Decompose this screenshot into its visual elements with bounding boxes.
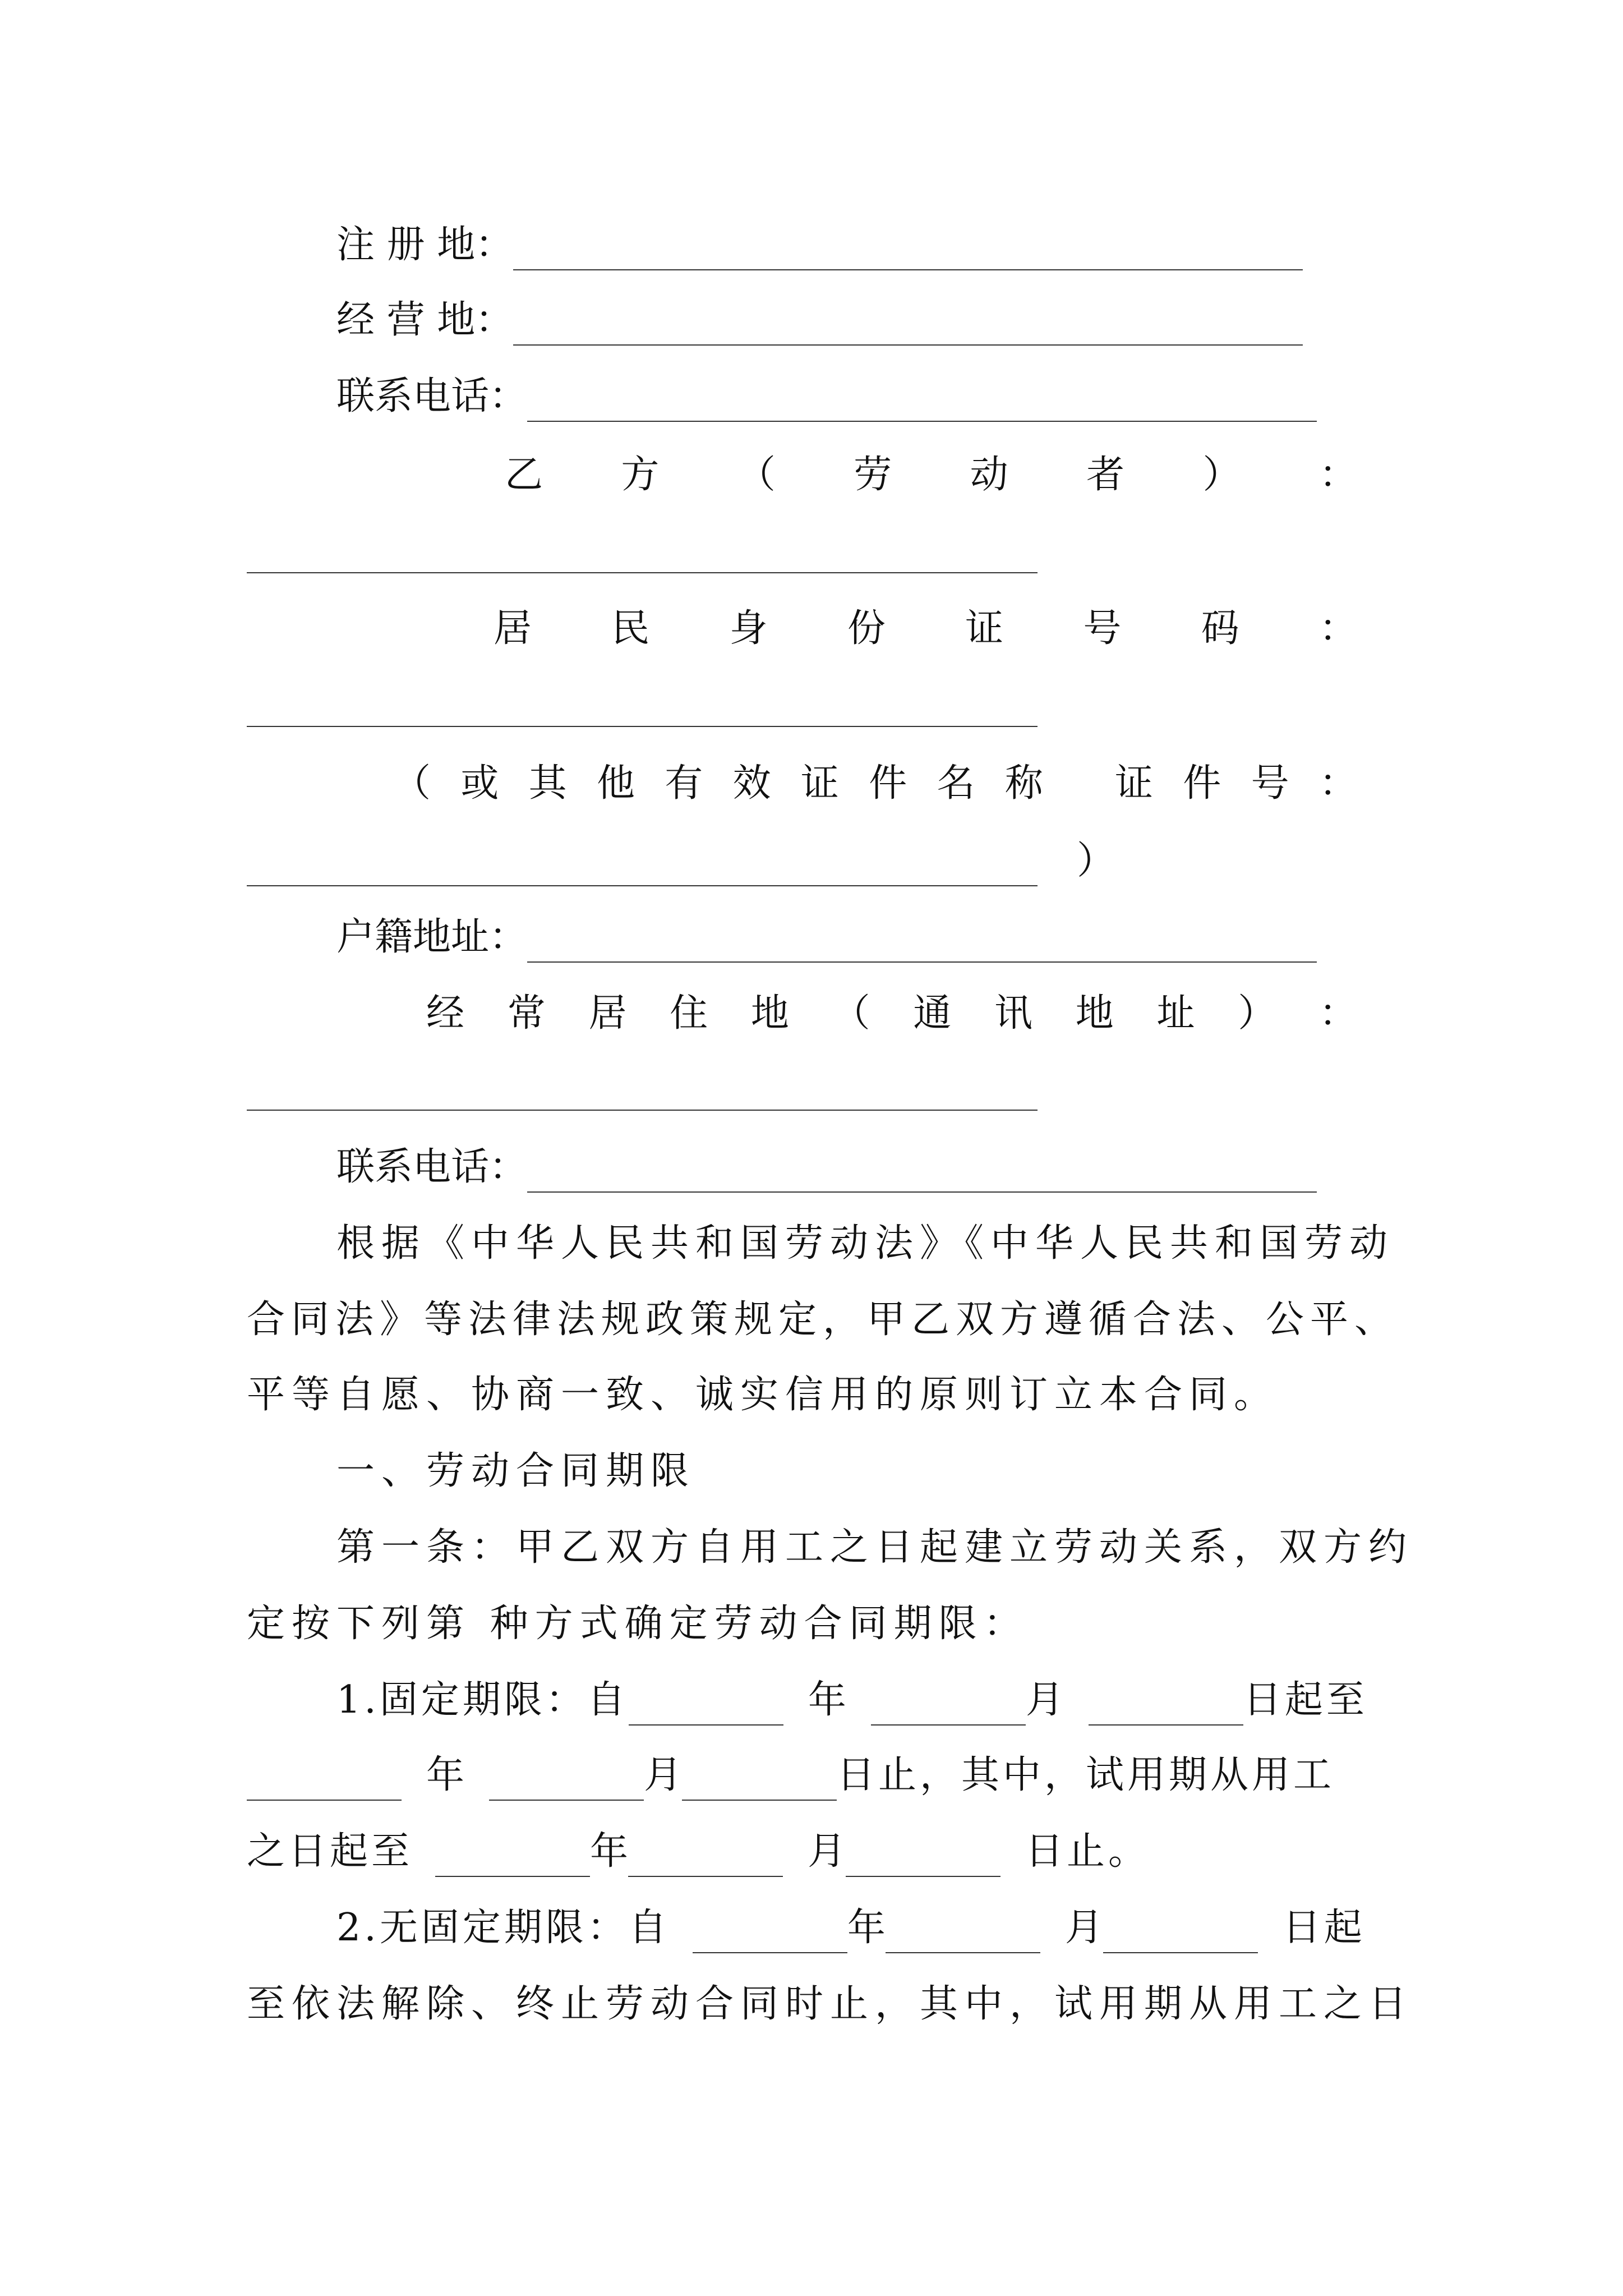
other-id-close: ） (1077, 839, 1115, 883)
open-start-day-field[interactable] (1103, 1913, 1258, 1953)
business-address-row (336, 295, 1402, 346)
fixed-term-line-1: 1.固定期限：自 年 月 日起至 (336, 1675, 1481, 1726)
fixed-term-line-2: 年 月 日止，其中，试用期从用工 (247, 1750, 1391, 1801)
party-b-label: 乙 方 （ 劳 动 者 ） ： (505, 453, 1357, 497)
registered-address-row (336, 220, 1402, 270)
party-a-phone-label: 联系电话： (336, 374, 528, 418)
probation-end-year-field[interactable] (435, 1837, 590, 1877)
fixed-term-prefix: 1.固定期限：自 (336, 1678, 629, 1722)
fixed-end-day-field[interactable] (682, 1760, 837, 1801)
intro-line-1: 根据《中华人民共和国劳动法》《中华人民共和国劳动 (336, 1221, 1395, 1266)
fixed-start-month-field[interactable] (871, 1685, 1026, 1726)
fixed-term-line-3: 之日起至 年 月 日止。 (247, 1826, 1391, 1877)
residence-field[interactable] (247, 1070, 1038, 1111)
party-b-name-field[interactable] (247, 533, 1038, 573)
party-b-phone-row (336, 1142, 1402, 1193)
open-start-year-field[interactable] (693, 1913, 847, 1953)
registered-address-field[interactable] (513, 230, 1303, 270)
intro-line-2: 合同法》等法律法规政策规定，甲乙双方遵循合法、公平、 (247, 1297, 1399, 1342)
article-1-line-2: 定按下列第 种方式确定劳动合同期限： (247, 1602, 1029, 1646)
fixed-start-year-field[interactable] (629, 1685, 783, 1726)
probation-end-month-field[interactable] (628, 1837, 783, 1877)
registered-address-label: 注 册 地： (336, 223, 514, 267)
other-id-row (247, 836, 1391, 886)
household-address-field[interactable] (527, 922, 1317, 963)
other-id-label: （ 或 其 他 有 效 证 件 名 称 证 件 号 ： (393, 761, 1357, 806)
fixed-end-year-field[interactable] (247, 1760, 402, 1801)
open-start-month-field[interactable] (886, 1913, 1040, 1953)
fixed-end-month-field[interactable] (489, 1760, 644, 1801)
other-id-field[interactable] (247, 846, 1038, 886)
intro-line-3: 平等自愿、协商一致、诚实信用的原则订立本合同。 (247, 1373, 1279, 1417)
household-address-label: 户籍地址： (336, 915, 528, 959)
party-a-phone-row (336, 371, 1402, 422)
probation-end-day-field[interactable] (846, 1837, 1000, 1877)
article-1-line-1: 第一条：甲乙双方自用工之日起建立劳动关系，双方约 (336, 1525, 1414, 1570)
open-term-line-1: 2.无固定期限：自 年 月 日起 (336, 1903, 1481, 1953)
business-address-label: 经 营 地： (336, 298, 514, 342)
household-address-row (336, 912, 1402, 963)
party-b-phone-label: 联系电话： (336, 1145, 528, 1189)
party-b-phone-field[interactable] (527, 1152, 1317, 1193)
fixed-start-day-field[interactable] (1089, 1685, 1243, 1726)
section-1-heading: 一、劳动合同期限 (336, 1449, 696, 1493)
resident-id-label: 居 民 身 份 证 号 码 ： (494, 606, 1357, 651)
open-term-prefix: 2.无固定期限：自 (336, 1906, 670, 1950)
residence-label: 经 常 居 住 地 （ 通 讯 地 址 ） ： (426, 991, 1357, 1036)
resident-id-field[interactable] (247, 687, 1038, 727)
business-address-field[interactable] (513, 305, 1303, 346)
party-a-phone-field[interactable] (527, 381, 1317, 422)
open-term-line-2: 至依法解除、终止劳动合同时止，其中，试用期从用工之日 (247, 1982, 1414, 2026)
